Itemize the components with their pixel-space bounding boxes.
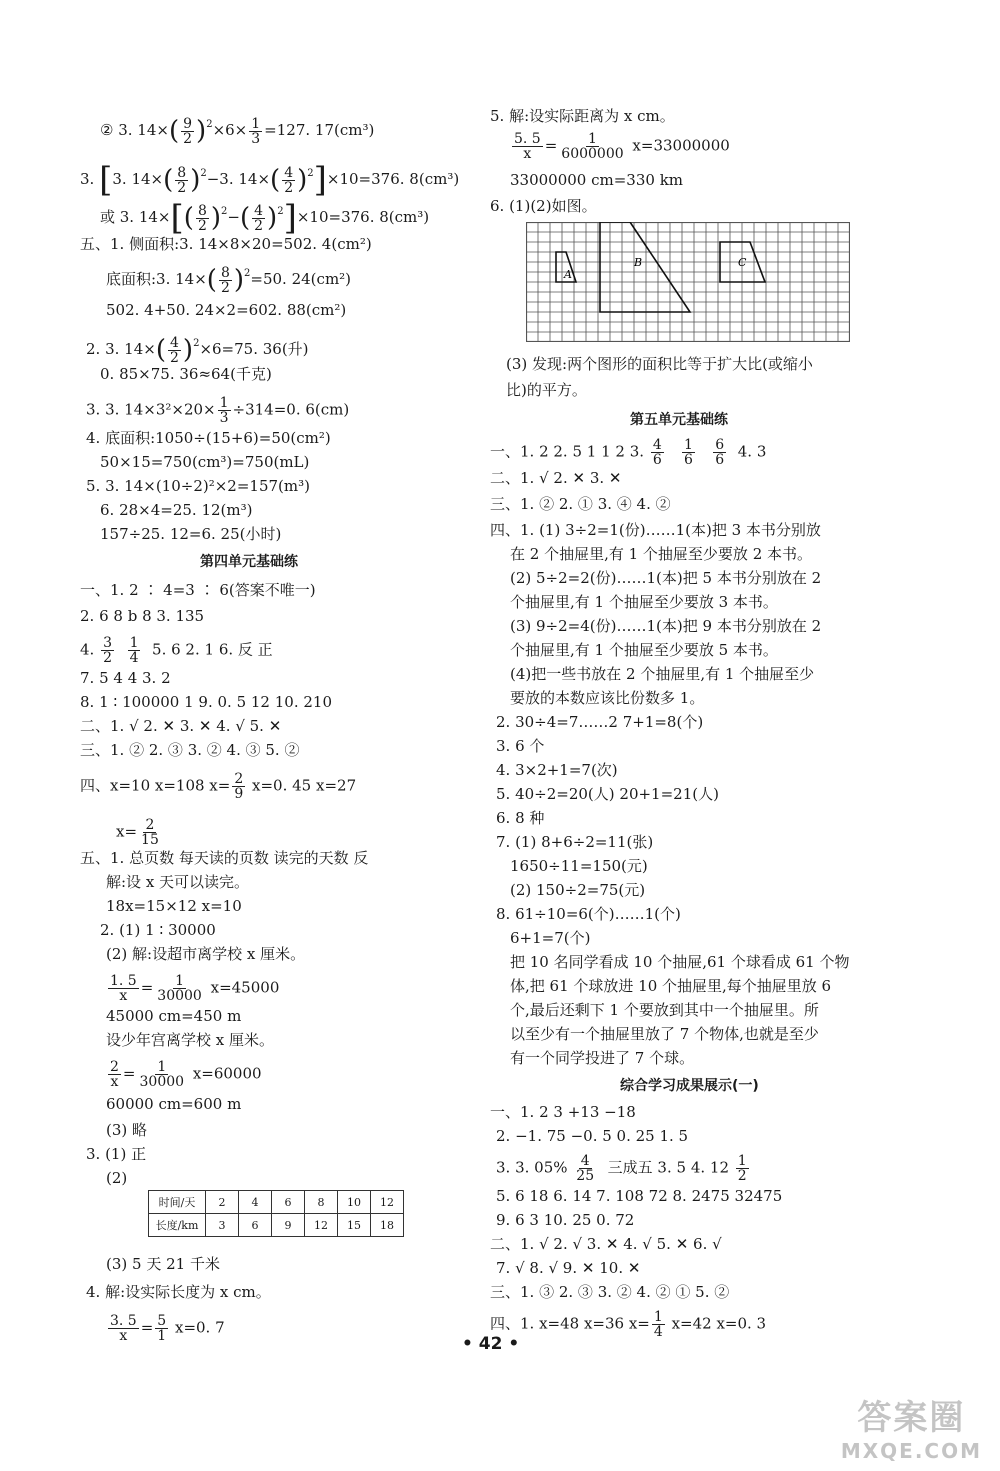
answer-line: 2. 3. 14×( $\frac{4}{2}$ )$^2$×6=75. 36(升) — [86, 334, 309, 366]
answer-line: 60000 cm=600 m — [106, 1095, 242, 1113]
answer-line: 5. 6 18 6. 14 7. 108 72 8. 2475 32475 — [496, 1187, 783, 1205]
answer-line: (3) 5 天 21 千米 — [106, 1255, 220, 1273]
section-heading: 第四单元基础练 — [200, 554, 298, 570]
answer-line: 6. (1)(2)如图。 — [490, 197, 597, 215]
answer-line: 以至少有一个抽屉里放了 7 个物体,也就是至少 — [510, 1025, 819, 1043]
answer-line: 三、1. ③ 2. ③ 3. ② 4. ② ① 5. ② — [490, 1283, 730, 1301]
section-heading: 综合学习成果展示(一) — [620, 1078, 759, 1094]
answer-line: 4. 3×2+1=7(次) — [496, 761, 618, 779]
answer-line: 157÷25. 12=6. 25(小时) — [100, 525, 282, 543]
watermark-logo — [841, 1390, 982, 1463]
shape-label-a: A — [564, 268, 572, 281]
answer-line: (2) 5÷2=2(份)……1(本)把 5 本书分别放在 2 — [510, 569, 822, 587]
answer-line: 5. 3. 14×(10÷2)²×2=157(m³) — [86, 477, 310, 495]
answer-line: 502. 4+50. 24×2=602. 88(cm²) — [106, 301, 347, 319]
answer-line: 5. 解:设实际距离为 x cm。 — [490, 107, 675, 125]
answer-line: 有一个同学投进了 7 个球。 — [510, 1049, 695, 1067]
answer-line: 二、1. √ 2. ✕ 3. ✕ — [490, 469, 622, 487]
answer-line: 一、1. 2 ∶ 4=3 ∶ 6(答案不唯一) — [80, 581, 316, 599]
table-cell: 10 — [338, 1191, 371, 1214]
answer-line: 或 3. 14×[( $\frac{8}{2}$ )$^2$−( $\frac{4}{2}$ )$^2$]×10=376. 8(cm³) — [100, 198, 430, 238]
answer-line: 5. 40÷2=20(人) 20+1=21(人) — [496, 785, 719, 803]
answer-line: 二、1. √ 2. √ 3. ✕ 4. √ 5. ✕ 6. √ — [490, 1235, 722, 1253]
answer-line: 个抽屉里,有 1 个抽屉至少要放 5 本书。 — [510, 641, 778, 659]
answer-line: 45000 cm=450 m — [106, 1007, 242, 1025]
answer-line: 3. (1) 正 — [86, 1145, 147, 1163]
table-cell: 8 — [305, 1191, 338, 1214]
answer-line: 四、x=10 x=108 x= $\frac{2}{9}$ x=0. 45 x=27 — [80, 771, 357, 802]
answer-line: 9. 6 3 10. 25 0. 72 — [496, 1211, 635, 1229]
answer-line: (2) 解:设超市离学校 x 厘米。 — [106, 945, 306, 963]
table-cell: 6 — [272, 1191, 305, 1214]
answer-line: (2) — [106, 1169, 128, 1187]
answer-line: 个,最后还剩下 1 个要放到其中一个抽屉里。所 — [510, 1001, 819, 1019]
answer-line: 8. 61÷10=6(个)……1(个) — [496, 905, 681, 923]
shape-label-c: C — [738, 256, 747, 269]
answer-line: 2. (1) 1 ∶ 30000 — [100, 921, 216, 939]
answer-line: 底面积:3. 14×( $\frac{8}{2}$ )$^2$=50. 24(cm²) — [106, 264, 352, 296]
answer-line: 在 2 个抽屉里,有 1 个抽屉至少要放 2 本书。 — [510, 545, 813, 563]
answer-line: 6. 8 种 — [496, 809, 545, 827]
table-cell: 12 — [305, 1214, 338, 1237]
answer-line: 把 10 名同学看成 10 个抽屉,61 个球看成 61 个物 — [510, 953, 850, 971]
answer-line: 7. (1) 8+6÷2=11(张) — [496, 833, 654, 851]
answer-line: $\frac{2}{x}$ = $\frac{1}{30000}$ x=60000 — [110, 1059, 262, 1090]
answer-line: 8. 1 ∶ 100000 1 9. 0. 5 12 10. 210 — [80, 693, 332, 711]
answer-line: (3) 略 — [106, 1121, 148, 1139]
answer-line: 3. [3. 14×( $\frac{8}{2}$ )$^2$−3. 14×( $\frac{4}{2}$ )$^2$]×10=376. 8(cm³) — [80, 160, 460, 200]
answer-line: 五、1. 侧面积:3. 14×8×20=502. 4(cm²) — [80, 235, 372, 253]
table-cell: 4 — [239, 1191, 272, 1214]
answer-line: 4. 底面积:1050÷(15+6)=50(cm²) — [86, 429, 331, 447]
answer-line: 三、1. ② 2. ① 3. ④ 4. ② — [490, 495, 671, 513]
watermark-logo-text: 答案圈 — [857, 1398, 966, 1438]
answer-line: 五、1. 总页数 每天读的页数 读完的天数 反 — [80, 849, 369, 867]
table-cell: 2 — [206, 1191, 239, 1214]
answer-line: (3) 9÷2=4(份)……1(本)把 9 本书分别放在 2 — [510, 617, 822, 635]
answer-line: 0. 85×75. 36≈64(千克) — [100, 365, 272, 383]
table-row — [149, 1191, 404, 1214]
answer-line: 18x=15×12 x=10 — [106, 897, 242, 915]
watermark-url: MXQE.COM — [840, 1439, 982, 1463]
answer-line: 个抽屉里,有 1 个抽屉至少要放 3 本书。 — [510, 593, 778, 611]
shape-b — [600, 222, 690, 312]
answer-line: 3. 3. 05% $\frac{4}{25}$ 三成五 3. 5 4. 12 $\frac{1}{2}$ — [496, 1153, 747, 1184]
table-cell: 12 — [371, 1191, 404, 1214]
answer-line: 四、1. x=48 x=36 x= $\frac{1}{4}$ x=42 x=0. 3 — [490, 1309, 767, 1340]
table-cell: 9 — [272, 1214, 305, 1237]
answer-line: $\frac{1. 5}{x}$ = $\frac{1}{30000}$ x=45000 — [110, 973, 280, 1004]
answer-line: 2. 30÷4=7……2 7+1=8(个) — [496, 713, 704, 731]
answer-line: $\frac{3. 5}{x}$ = $\frac{5}{1}$ x=0. 7 — [110, 1313, 225, 1344]
table-cell: 15 — [338, 1214, 371, 1237]
table-cell: 18 — [371, 1214, 404, 1237]
grid-figure — [526, 222, 850, 342]
section-heading: 第五单元基础练 — [630, 412, 728, 428]
answer-line: 体,把 61 个球放进 10 个抽屉里,每个抽屉里放 6 — [510, 977, 832, 995]
answer-line: 33000000 cm=330 km — [510, 171, 684, 189]
answer-line: x= $\frac{2}{15}$ — [116, 817, 159, 848]
answer-line: 3. 3. 14×3²×20× $\frac{1}{3}$ ÷314=0. 6(cm) — [86, 395, 350, 426]
answer-line: 7. √ 8. √ 9. ✕ 10. ✕ — [496, 1259, 641, 1277]
answer-line: 解:设 x 天可以读完。 — [106, 873, 250, 891]
answer-line: (3) 发现:两个图形的面积比等于扩大比(或缩小 — [506, 355, 813, 373]
answer-line: 四、1. (1) 3÷2=1(份)……1(本)把 3 本书分别放 — [490, 521, 821, 539]
table-cell: 长度/km — [149, 1214, 206, 1237]
answer-line: $\frac{5. 5}{x}$ = $\frac{1}{6000000}$ x=33000000 — [514, 131, 730, 162]
answer-line: 7. 5 4 4 3. 2 — [80, 669, 171, 687]
answer-line: ② 3. 14×( $\frac{9}{2}$ )$^2$×6× $\frac{1}{3}$ =127. 17(cm³) — [100, 115, 375, 147]
answer-line: 4. $\frac{3}{2}$ $\frac{1}{4}$ 5. 6 2. 1 6. 反 正 — [80, 635, 273, 666]
answer-line: 要放的本数应该比份数多 1。 — [510, 689, 705, 707]
answer-line: 比)的平方。 — [506, 381, 587, 399]
answer-line: (4)把一些书放在 2 个抽屉里,有 1 个抽屉至少 — [510, 665, 815, 683]
answer-line: 一、1. 2 2. 5 1 1 2 3. $\frac{4}{6}$ $\frac{1}{6}$ $\frac{6}{6}$ 4. 3 — [490, 437, 767, 468]
table-cell: 6 — [239, 1214, 272, 1237]
answer-line: 50×15=750(cm³)=750(mL) — [100, 453, 310, 471]
table-cell: 3 — [206, 1214, 239, 1237]
table-cell: 时间/天 — [149, 1191, 206, 1214]
answer-line: 1650÷11=150(元) — [510, 857, 648, 875]
shape-label-b: B — [634, 256, 643, 269]
answer-line: 2. −1. 75 −0. 5 0. 25 1. 5 — [496, 1127, 689, 1145]
page-number: • 42 • — [462, 1334, 520, 1354]
answer-line: (2) 150÷2=75(元) — [510, 881, 646, 899]
answer-line: 设少年宫离学校 x 厘米。 — [106, 1031, 274, 1049]
answer-line: 二、1. √ 2. ✕ 3. ✕ 4. √ 5. ✕ — [80, 717, 282, 735]
answer-line: 一、1. 2 3 +13 −18 — [490, 1103, 636, 1121]
answer-line: 3. 6 个 — [496, 737, 545, 755]
answer-line: 4. 解:设实际长度为 x cm。 — [86, 1283, 271, 1301]
data-table — [148, 1190, 404, 1237]
answer-line: 三、1. ② 2. ③ 3. ② 4. ③ 5. ② — [80, 741, 300, 759]
table-row — [149, 1214, 404, 1237]
answer-line: 6. 28×4=25. 12(m³) — [100, 501, 253, 519]
answer-line: 6+1=7(个) — [510, 929, 591, 947]
answer-line: 2. 6 8 b 8 3. 135 — [80, 607, 205, 625]
